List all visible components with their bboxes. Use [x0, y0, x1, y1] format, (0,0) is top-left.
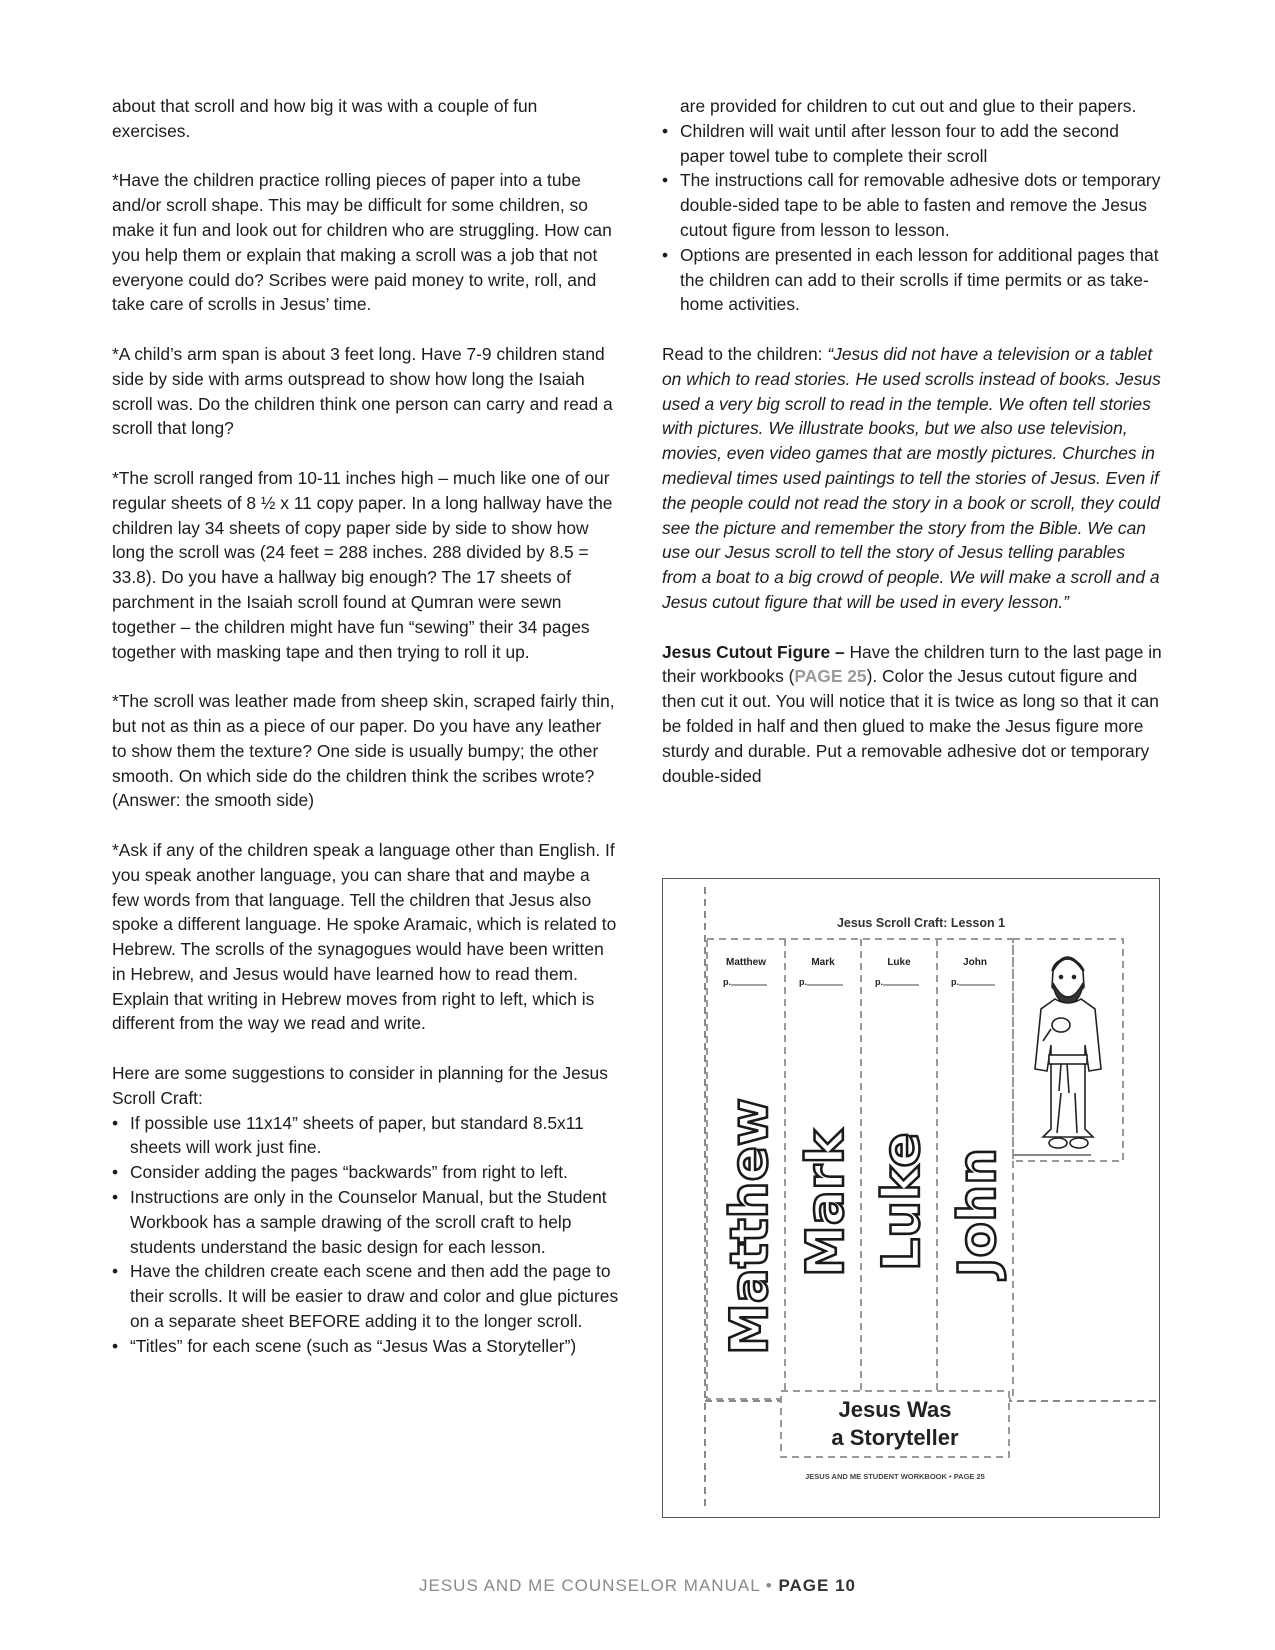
jesus-figure-illustration	[1035, 957, 1101, 1148]
cutout-heading: Jesus Cutout Figure –	[662, 641, 850, 662]
scroll-craft-figure	[662, 878, 1160, 1518]
list-item: • Options are presented in each lesson for additional pages that the children can add to their scrolls if time permits or as take-home activities.	[662, 243, 1162, 317]
right-column	[662, 94, 1162, 788]
scene-title-line-2: a Storyteller	[831, 1425, 959, 1450]
page-prefix: p.	[799, 977, 807, 987]
list-item: • Have the children create each scene and then add the page to their scrolls. It will be easier to draw and color and glue pictures on a separate sheet BEFORE adding it to the longer scroll.	[112, 1259, 620, 1333]
bullet-continuation: are provided for children to cut out and glue to their papers.	[680, 96, 1137, 116]
paragraph-leather: *The scroll was leather made from sheep skin, scraped fairly thin, but not as thin as a piece of our paper. Do you have any leather to show them the texture? One side is usually bumpy; the other smooth. On which side do the children think the scribes wrote? (Answer: the smooth side)	[112, 691, 615, 811]
scene-title-line-1: Jesus Was	[838, 1397, 952, 1422]
column-heading-john: John	[963, 957, 987, 968]
column-heading-matthew: Matthew	[726, 957, 766, 968]
list-item: • Consider adding the pages “backwards” from right to left.	[112, 1160, 620, 1185]
list-item: • If possible use 11x14” sheets of paper, but standard 8.5x11 sheets will work just fine.	[112, 1111, 620, 1161]
scroll-craft-drawing	[663, 879, 1161, 1519]
scroll-notes-list	[662, 119, 1162, 317]
footer-manual-title: JESUS AND ME COUNSELOR MANUAL	[418, 1576, 761, 1595]
page-prefix: p.	[723, 977, 731, 987]
read-aloud-quote: “Jesus did not have a television or a tablet on which to read stories. He used scrolls instead of books. Jesus used a very big scroll to read in the temple. We often tell stories with pictures. We illustrate books, but we also use television, movies, even video games that are mostly pictures. Churches in medieval times used paintings to tell the stories of Jesus. Even if the people could not read the story in a book or scroll, they could see the picture and remember the story from the Bible. We can use our Jesus scroll to tell the story of Jesus telling parables from a boat to a big crowd of people. We will make a scroll and a Jesus cutout figure that will be used in every lesson.”	[662, 343, 1161, 612]
suggestions-list	[112, 1111, 620, 1359]
paragraph-read-aloud	[662, 342, 1162, 615]
figure-caption: JESUS AND ME STUDENT WORKBOOK • PAGE 25	[805, 1472, 985, 1481]
craft-title: Jesus Scroll Craft: Lesson 1	[836, 916, 1006, 930]
big-name-mark: Mark	[796, 1129, 856, 1277]
big-name-luke: Luke	[872, 1132, 932, 1271]
paragraph-arm-span: *A child’s arm span is about 3 feet long. Have 7-9 children stand side by side with arms outspread to show how long the Isaiah scroll was. Do the children think one person can carry and read a scroll that long?	[112, 343, 613, 439]
big-name-matthew: Matthew	[720, 1098, 780, 1355]
column-heading-mark: Mark	[811, 957, 835, 968]
list-item: • Instructions are only in the Counselor Manual, but the Student Workbook has a sample drawing of the scroll craft to help students understand the basic design for each lesson.	[112, 1185, 620, 1259]
paragraph-scroll-size: *The scroll ranged from 10-11 inches high – much like one of our regular sheets of 8 ½ x 11 copy paper. In a long hallway have the children lay 34 sheets of copy paper side by side to show how long the scroll was (24 feet = 288 inches. 288 divided by 8.5 = 33.8). Do you have a hallway big enough? The 17 sheets of parchment in the Isaiah scroll found at Qumran were sewn together – the children might have fun “sewing” their 34 pages together with masking tape and then trying to roll it up.	[112, 467, 613, 662]
list-item: • Children will wait until after lesson four to add the second paper towel tube to complete their scroll	[662, 119, 1162, 169]
list-item: • “Titles” for each scene (such as “Jesus Was a Storyteller”)	[112, 1334, 620, 1359]
footer-separator: •	[760, 1576, 779, 1595]
page-reference: PAGE 25	[794, 666, 867, 687]
left-column	[112, 94, 620, 1359]
paragraph-cutout-figure	[662, 640, 1162, 789]
paragraph-suggestions-intro: Here are some suggestions to consider in planning for the Jesus Scroll Craft:	[112, 1063, 608, 1108]
page-footer	[0, 1576, 1275, 1596]
cutout-text-a: Have the children turn to the last page in their workbooks (	[662, 641, 1162, 687]
big-name-john: John	[948, 1147, 1008, 1277]
read-aloud-intro: Read to the children:	[662, 343, 828, 364]
page-prefix: p.	[875, 977, 883, 987]
paragraph-language: *Ask if any of the children speak a language other than English. If you speak another language, you can share that and maybe a few words from that language. Tell the children that Jesus also spoke a different language. He spoke Aramaic, which is related to Hebrew. The scrolls of the synagogues would have been written in Hebrew, and Jesus would have learned how to read them. Explain that writing in Hebrew moves from right to left, which is different from the way we read and write.	[112, 839, 617, 1034]
column-heading-luke: Luke	[887, 957, 911, 968]
paragraph-scroll-intro: about that scroll and how big it was with a couple of fun exercises.	[112, 96, 538, 141]
cutout-text-b: ). Color the Jesus cutout figure and then cut it out. You will notice that it is twice as long so that it can be folded in half and then glued to make the Jesus figure more sturdy and durable. Put a removable adhesive dot or temporary double-sided	[662, 666, 1159, 786]
paragraph-rolling-paper: *Have the children practice rolling pieces of paper into a tube and/or scroll shape. This may be difficult for some children, so make it fun and look out for children who are struggling. How can you help them or explain that making a scroll was a job that not everyone could do? Scribes were paid money to write, roll, and take care of scrolls in Jesus’ time.	[112, 170, 612, 315]
list-item: • The instructions call for removable adhesive dots or temporary double-sided tape to be able to fasten and remove the Jesus cutout figure from lesson to lesson.	[662, 168, 1162, 242]
page-prefix: p.	[951, 977, 959, 987]
footer-page-number: PAGE 10	[778, 1576, 856, 1595]
